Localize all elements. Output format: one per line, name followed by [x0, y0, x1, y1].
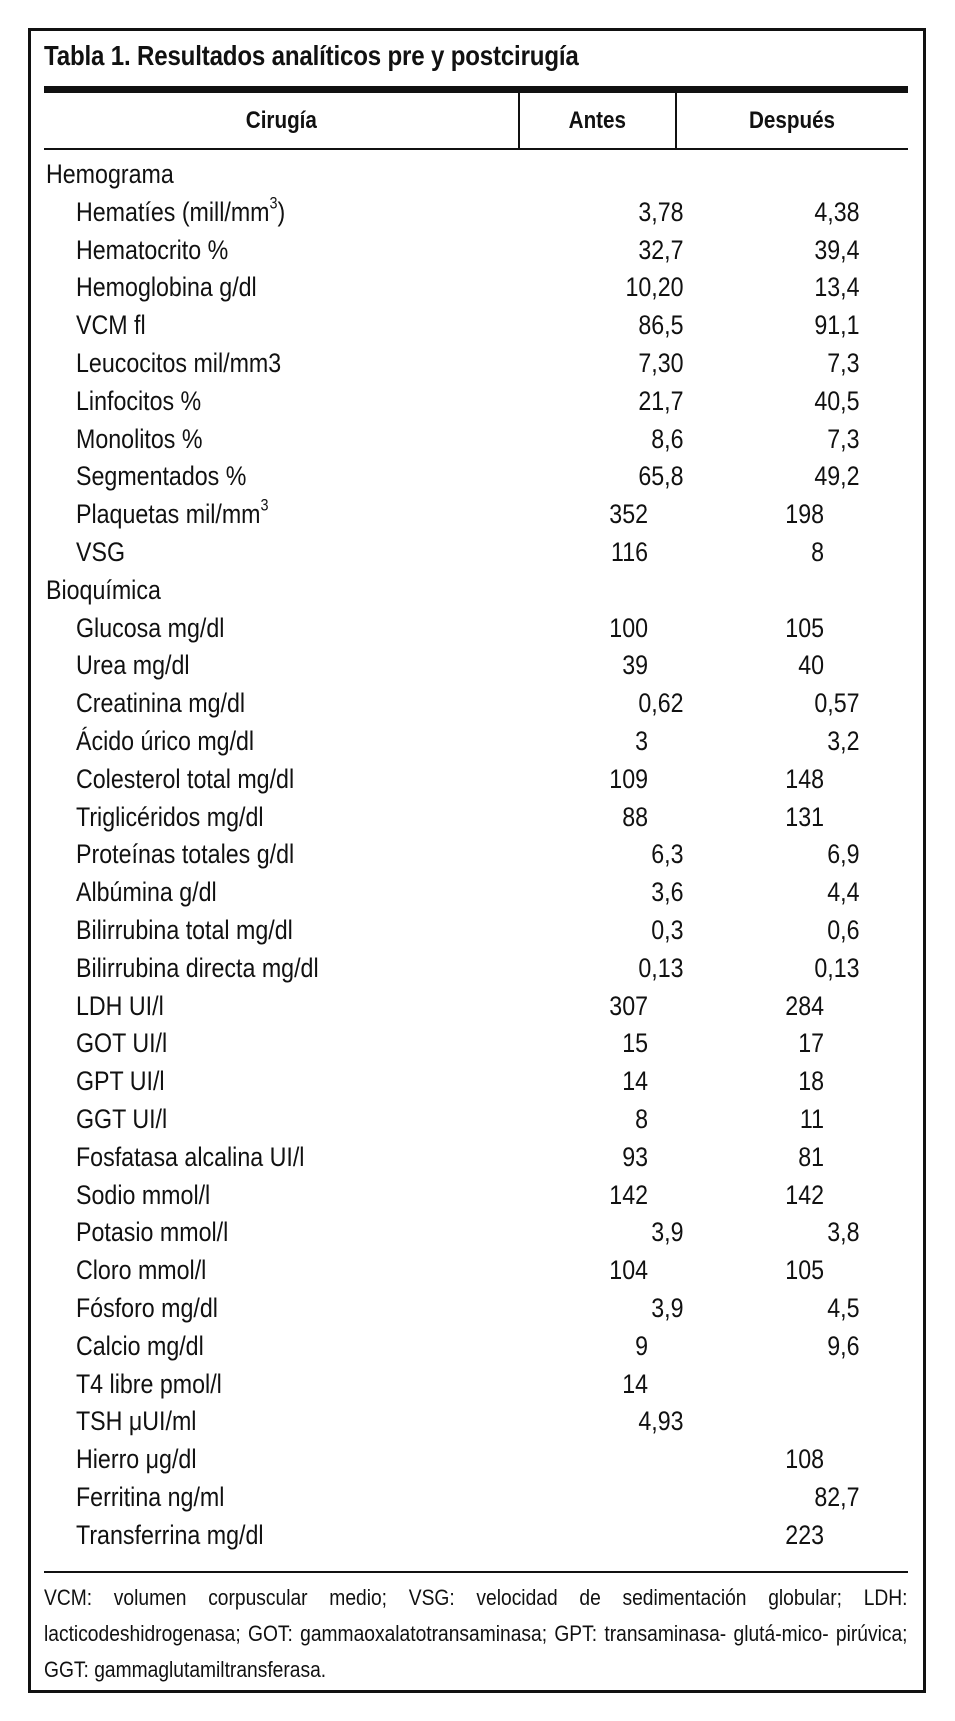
antes-value: 14	[622, 1066, 648, 1097]
table-row	[44, 232, 908, 270]
row-label: Urea mg/dl	[76, 650, 190, 681]
despues-value: 0,13	[814, 952, 860, 983]
row-label: TSH μUI/ml	[76, 1406, 197, 1437]
antes-value: 86,5	[638, 310, 684, 341]
table-row	[44, 421, 908, 459]
row-label: Hierro μg/dl	[76, 1444, 197, 1475]
table-row	[44, 874, 908, 912]
antes-value: 93	[622, 1141, 648, 1172]
despues-value: 7,3	[827, 423, 860, 454]
table-row	[44, 1328, 908, 1366]
section-label: Bioquímica	[46, 574, 161, 605]
title-rule	[44, 86, 908, 93]
row-label: LDH UI/l	[76, 990, 164, 1021]
table-row	[44, 307, 908, 345]
table-row	[44, 1063, 908, 1101]
row-label: Calcio mg/dl	[76, 1330, 204, 1361]
column-header-cirugia: Cirugía	[245, 107, 318, 134]
antes-value: 0,13	[638, 952, 684, 983]
table-row	[44, 1139, 908, 1177]
row-label: Cloro mmol/l	[76, 1255, 207, 1286]
table-row	[44, 1290, 908, 1328]
antes-value: 0,62	[638, 688, 684, 719]
antes-value: 8	[635, 1103, 648, 1134]
despues-value: 148	[785, 763, 824, 794]
row-label: VSG	[76, 536, 126, 567]
despues-value: 7,3	[827, 347, 860, 378]
table-row	[44, 194, 908, 232]
table-row	[44, 761, 908, 799]
row-label: Transferrina mg/dl	[76, 1519, 264, 1550]
despues-value: 198	[785, 499, 824, 530]
antes-value: 7,30	[638, 347, 684, 378]
despues-value: 49,2	[814, 461, 860, 492]
table-row	[44, 1177, 908, 1215]
row-label: GPT UI/l	[76, 1066, 165, 1097]
table-row	[44, 799, 908, 837]
despues-value: 17	[798, 1028, 824, 1059]
row-label: VCM fl	[76, 310, 146, 341]
antes-value: 8,6	[651, 423, 684, 454]
row-label: Leucocitos mil/mm3	[76, 347, 282, 378]
despues-value: 131	[785, 801, 824, 832]
section-row	[44, 156, 908, 194]
despues-value: 105	[785, 1255, 824, 1286]
row-label: Ferritina ng/ml	[76, 1481, 225, 1512]
table-row	[44, 1101, 908, 1139]
despues-value: 81	[798, 1141, 824, 1172]
row-label: Sodio mmol/l	[76, 1179, 211, 1210]
row-label: Albúmina g/dl	[76, 877, 217, 908]
table-row	[44, 912, 908, 950]
despues-value: 11	[799, 1103, 824, 1134]
row-label: T4 libre pmol/l	[76, 1368, 222, 1399]
table-body	[44, 156, 908, 1554]
despues-value: 4,38	[814, 196, 860, 227]
despues-value: 142	[785, 1179, 824, 1210]
table-row	[44, 534, 908, 572]
antes-value: 0,3	[651, 914, 684, 945]
table-row	[44, 988, 908, 1026]
antes-value: 39	[622, 650, 648, 681]
row-label: Colesterol total mg/dl	[76, 763, 295, 794]
antes-value: 88	[622, 801, 648, 832]
antes-value: 32,7	[638, 234, 684, 265]
row-label: GOT UI/l	[76, 1028, 168, 1059]
antes-value: 104	[609, 1255, 648, 1286]
despues-value: 91,1	[814, 310, 860, 341]
antes-value: 15	[622, 1028, 648, 1059]
antes-value: 21,7	[638, 385, 684, 416]
table-row	[44, 345, 908, 383]
table-row	[44, 1252, 908, 1290]
table-row	[44, 269, 908, 307]
column-header-antes: Antes	[568, 107, 627, 134]
despues-value: 0,6	[827, 914, 860, 945]
row-label: Hematíes $(mill/mm^3)$	[76, 193, 286, 227]
column-header-despues: Después	[748, 107, 836, 134]
section-row	[44, 572, 908, 610]
despues-value: 8	[811, 536, 824, 567]
table-row	[44, 1214, 908, 1252]
antes-value: 3,78	[638, 196, 684, 227]
antes-value: 3,9	[651, 1217, 684, 1248]
table-title: Tabla 1. Resultados analíticos pre y postcirugía	[44, 40, 579, 71]
header-rule	[44, 148, 908, 150]
row-label: Glucosa mg/dl	[76, 612, 225, 643]
antes-value: 4,93	[638, 1406, 684, 1437]
despues-value: 223	[785, 1519, 824, 1550]
despues-value: 0,57	[814, 688, 860, 719]
table-footnote: VCM: volumen corpuscular medio; VSG: velocidad de sedimentación globular; LDH: lacticodeshidrogenasa; GOT: gammaoxalatotransaminasa; GPT: transaminasa- glutá-mico- pirúvica; GGT: gammaglutamiltransferasa.	[44, 1585, 908, 1682]
table-row	[44, 1441, 908, 1479]
row-label: Hematocrito %	[76, 234, 229, 265]
row-label: Ácido úrico mg/dl	[76, 725, 255, 756]
antes-value: 352	[609, 499, 648, 530]
despues-value: 82,7	[814, 1481, 860, 1512]
despues-value: 105	[785, 612, 824, 643]
despues-value: 39,4	[814, 234, 860, 265]
table-row	[44, 1025, 908, 1063]
despues-value: 284	[785, 990, 824, 1021]
despues-value: 9,6	[827, 1330, 860, 1361]
despues-value: 13,4	[814, 272, 860, 303]
despues-value: 4,4	[827, 877, 860, 908]
antes-value: 65,8	[638, 461, 684, 492]
antes-value: 10,20	[625, 272, 684, 303]
row-label: Bilirrubina directa mg/dl	[76, 952, 319, 983]
antes-value: 6,3	[651, 839, 684, 870]
despues-value: 3,2	[827, 725, 860, 756]
despues-value: 3,8	[827, 1217, 860, 1248]
despues-value: 108	[785, 1444, 824, 1475]
table-row	[44, 723, 908, 761]
antes-value: 9	[635, 1330, 648, 1361]
antes-value: 307	[609, 990, 648, 1021]
section-label: Hemograma	[46, 159, 174, 189]
table-row	[44, 383, 908, 421]
table-row	[44, 1479, 908, 1517]
antes-value: 109	[609, 763, 648, 794]
antes-value: 142	[609, 1179, 648, 1210]
column-divider	[675, 93, 677, 149]
row-label: Fosfatasa alcalina UI/l	[76, 1141, 305, 1172]
table-header	[44, 93, 908, 149]
despues-value: 4,5	[827, 1292, 860, 1323]
antes-value: 3,6	[651, 877, 684, 908]
table-row	[44, 1517, 908, 1555]
row-label: Bilirrubina total mg/dl	[76, 914, 293, 945]
antes-value: 3	[635, 725, 648, 756]
row-label: Segmentados %	[76, 461, 247, 492]
table-row	[44, 685, 908, 723]
antes-value: 116	[610, 536, 648, 567]
row-label: GGT UI/l	[76, 1103, 168, 1134]
table-row	[44, 836, 908, 874]
table-row	[44, 1403, 908, 1441]
row-label: Fósforo mg/dl	[76, 1292, 218, 1323]
table-row	[44, 1366, 908, 1404]
footer-rule	[44, 1571, 908, 1573]
row-label: Proteínas totales g/dl	[76, 839, 295, 870]
table-row	[44, 458, 908, 496]
row-label: Monolitos %	[76, 423, 203, 454]
antes-value: 3,9	[651, 1292, 684, 1323]
table-row	[44, 610, 908, 648]
row-label: Plaquetas mil/$mm^3$	[76, 495, 269, 530]
row-label: Linfocitos %	[76, 385, 202, 416]
row-label: Creatinina mg/dl	[76, 688, 246, 719]
row-label: Potasio mmol/l	[76, 1217, 229, 1248]
despues-value: 18	[798, 1066, 824, 1097]
antes-value: 100	[609, 612, 648, 643]
antes-value: 14	[622, 1368, 648, 1399]
despues-value: 40,5	[814, 385, 860, 416]
table-row	[44, 647, 908, 685]
table-row	[44, 950, 908, 988]
table-row	[44, 496, 908, 534]
column-divider	[518, 93, 520, 149]
despues-value: 40	[798, 650, 824, 681]
despues-value: 6,9	[827, 839, 860, 870]
row-label: Hemoglobina g/dl	[76, 272, 257, 303]
row-label: Triglicéridos mg/dl	[76, 801, 264, 832]
